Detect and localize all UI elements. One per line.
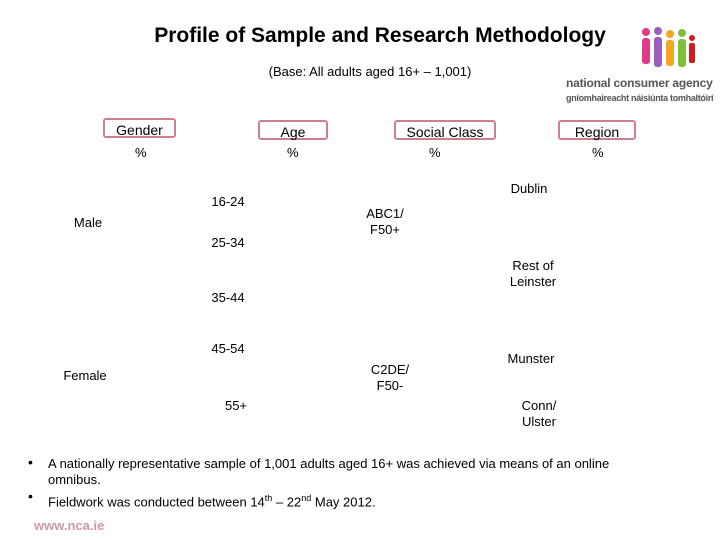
region-munster-label: Munster [507,351,555,366]
gender-unit: % [135,145,147,160]
social-class-header: Social Class [394,120,496,140]
bullet-icon: • [28,454,33,470]
logo-text-english: national consumer agency [566,76,713,90]
bullet-icon: • [28,488,33,504]
bullet-item: • A nationally representative sample of 1,001 adults aged 16+ was achieved via means of an online omnibus. [28,454,610,487]
region-header: Region [558,120,636,140]
age-label-25-34: 25-34 [211,235,245,250]
methodology-notes [28,456,708,510]
page-subtitle: (Base: All adults aged 16+ – 1,001) [268,64,472,79]
age-label-45-54: 45-54 [211,341,245,356]
gender-female-label: Female [63,368,107,383]
gender-header: Gender [103,118,176,138]
region-dublin-label: Dublin [510,181,548,196]
people-logo-icon [638,26,698,70]
age-header: Age [258,120,328,140]
bullet-item: • Fieldwork was conducted between 14th – 22nd May 2012. [28,488,376,510]
social-class-c2de-label: C2DE/ F50- [370,362,410,393]
age-label-16-24: 16-24 [211,194,245,209]
age-unit: % [287,145,299,160]
gender-male-label: Male [73,215,103,230]
region-unit: % [592,145,604,160]
logo-text-irish: gníomhaireacht náisiúnta tomhaltóirí [566,93,714,103]
page-title: Profile of Sample and Research Methodology [154,24,606,47]
social-class-unit: % [429,145,441,160]
social-class-abc1-label: ABC1/ F50+ [366,206,404,237]
nca-logo [566,26,716,112]
age-label-55-plus: 55+ [224,398,248,413]
footer-url[interactable]: www.nca.ie [34,518,105,533]
region-rest-of-leinster-label: Rest of Leinster [509,258,557,289]
age-label-35-44: 35-44 [211,290,245,305]
region-conn-ulster-label: Conn/ Ulster [521,398,557,429]
